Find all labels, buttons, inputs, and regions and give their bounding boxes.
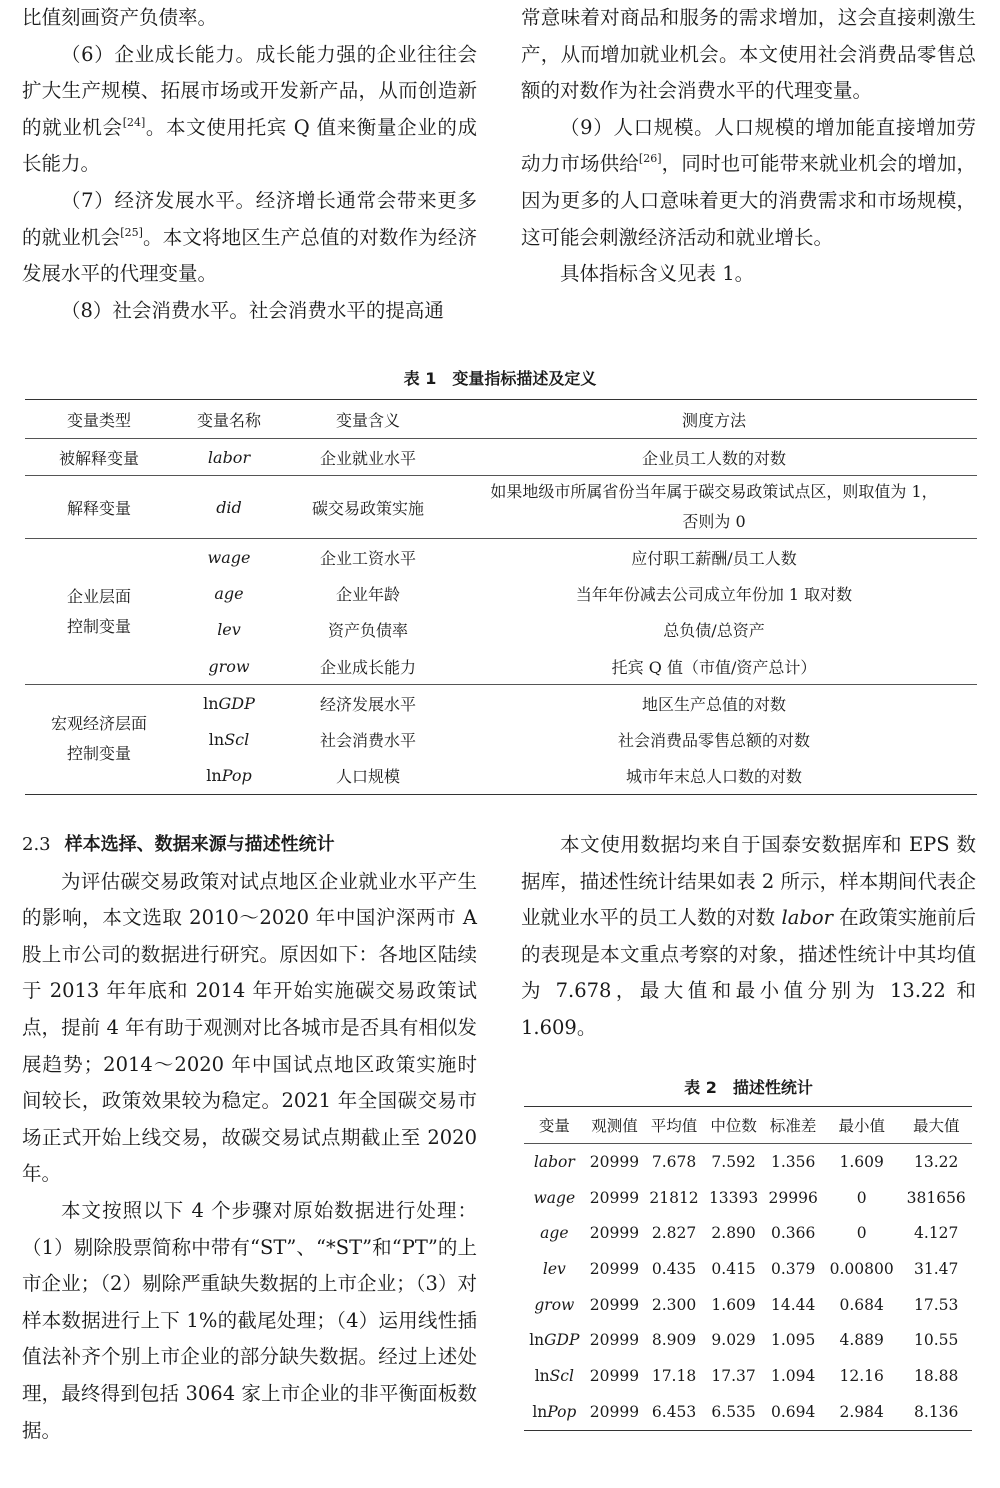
paragraph-data-source: [521, 827, 976, 1047]
variable-name: age: [214, 583, 244, 603]
stat-min: 2.984: [823, 1394, 900, 1430]
stat-sd: 0.366: [770, 1224, 816, 1243]
variable-name: lnScl: [208, 729, 250, 749]
table-header-cell: 变量: [524, 1107, 585, 1144]
stat-median: 9.029: [711, 1331, 756, 1350]
table-row: [25, 685, 977, 722]
table-row: [524, 1215, 972, 1251]
stat-n: 20999: [589, 1259, 640, 1278]
table-row: [25, 439, 977, 476]
variable-meaning: 企业年龄: [335, 584, 400, 604]
citation-ref: [25]: [120, 225, 143, 239]
variable-meaning: 碳交易政策实施: [285, 476, 451, 539]
stat-max: 17.53: [914, 1295, 959, 1314]
paragraph-text: 本文使用数据均来自于国泰安数据库和 EPS 数据库，描述性统计结果如表 2 所示，样本期间代表企业就业水平的员工人数的对数: [521, 833, 976, 930]
table-row: [524, 1251, 972, 1287]
stat-median: 6.535: [704, 1394, 764, 1430]
stat-max: 13.22: [914, 1152, 959, 1171]
stat-min: 0: [856, 1224, 867, 1243]
table-header-cell: 标准差: [763, 1107, 823, 1144]
paragraph-economy: [22, 183, 477, 293]
stat-variable: lev: [542, 1259, 566, 1278]
variable-method: 城市年末总人口数的对数: [451, 758, 977, 795]
stat-mean: 21812: [649, 1188, 699, 1207]
stat-min: 4.889: [839, 1331, 884, 1350]
citation-ref: [26]: [638, 152, 662, 166]
variable-meaning: 企业成长能力: [285, 648, 451, 685]
stat-variable: lnScl: [534, 1366, 574, 1385]
stat-median: 0.415: [711, 1259, 756, 1278]
variable-meaning: 人口规模: [285, 758, 451, 795]
stat-sd: 0.379: [770, 1259, 816, 1278]
paragraph-text: ，同时也可能带来就业机会的增加，因为更多的人口意味着更大的消费需求和市场规模，这可能会刺激经济活动和就业增长。: [521, 152, 976, 249]
stat-sd: 1.095: [770, 1331, 816, 1350]
bottom-right-column: [521, 827, 976, 1047]
stat-n: 20999: [585, 1394, 645, 1430]
stat-mean: 2.300: [651, 1295, 697, 1314]
paragraph-processing: 本文按照以下 4 个步骤对原始数据进行处理：（1）剔除股票简称中带有“ST”、“*ST”和“PT”的上市企业；（2）剔除严重缺失数据的上市企业；（3）对样本数据进行上下 1%的截尾处理；（4）运用线性插值法补齐个别上市企业的部分缺失数据。经过上述处理，最终得到包括 3064 家上市企业的非平衡面板数据。: [22, 1198, 477, 1442]
paragraph-text: 。本文将地区生产总值的对数作为经济发展水平的代理变量。: [22, 225, 477, 286]
variable-meaning: 资产负债率: [327, 621, 408, 641]
variable-name: lnGDP: [203, 693, 255, 713]
stat-median: 7.592: [711, 1152, 756, 1171]
stat-variable: grow: [534, 1295, 575, 1314]
variable-name: lnPop: [173, 758, 285, 795]
paragraph: 比值刻画资产负债率。: [22, 6, 218, 29]
stat-max: 31.47: [914, 1259, 959, 1278]
citation-ref: [24]: [122, 115, 146, 129]
stat-sd: 29996: [768, 1188, 818, 1207]
stat-sd: 14.44: [770, 1295, 816, 1314]
variable-type: 被解释变量: [25, 439, 173, 476]
variable-name: grow: [173, 648, 285, 685]
table1: [25, 399, 977, 795]
stat-sd: 1.356: [770, 1152, 816, 1171]
table2: [524, 1106, 972, 1431]
stat-n: 20999: [589, 1224, 640, 1243]
stat-max: 18.88: [914, 1366, 959, 1385]
top-left-column: [22, 0, 477, 329]
table-row: [524, 1144, 972, 1180]
section-number: 2.3: [22, 834, 51, 855]
table-header-cell: 变量含义: [285, 400, 451, 439]
stat-median: 17.37: [711, 1366, 756, 1385]
variable-meaning: 经济发展水平: [319, 694, 416, 714]
variable-name: did: [173, 476, 285, 539]
table-row: [524, 1287, 972, 1323]
stat-variable: wage: [533, 1188, 576, 1207]
table-header-cell: 变量类型: [25, 400, 173, 439]
stat-mean: 8.909: [651, 1331, 697, 1350]
paragraph-growth: [22, 37, 477, 183]
paragraph-text: （6）企业成长能力。成长能力强的企业往往会扩大生产规模、拓展市场或开发新产品，从而创造新的就业机会: [22, 42, 477, 139]
variable-method: 托宾 Q 值（市值/资产总计）: [451, 648, 977, 685]
table-row: [25, 476, 977, 539]
table1-caption: 表 1 变量指标描述及定义: [403, 369, 597, 388]
stat-min: 0.00800: [829, 1259, 894, 1278]
paragraph-text: 在政策实施前后的表现是本文重点考察的对象，描述性统计中其均值为 7.678，最大值和最小值分别为 13.22 和 1.609。: [521, 906, 976, 1039]
stat-mean: 2.827: [651, 1224, 697, 1243]
variable-method: 地区生产总值的对数: [641, 694, 786, 714]
stat-variable: lnGDP: [529, 1331, 580, 1350]
stat-median: 1.609: [711, 1295, 756, 1314]
stat-n: 20999: [589, 1331, 640, 1350]
table-header-cell: 变量名称: [173, 400, 285, 439]
section-heading: [22, 827, 477, 864]
variable-name: lev: [217, 620, 241, 640]
top-right-column: [521, 0, 976, 293]
paragraph-sample: 为评估碳交易政策对试点地区企业就业水平产生的影响，本文选取 2010～2020 年中国沪深两市 A 股上市公司的数据进行研究。原因如下：各地区陆续于 2013 年年底和 2014 年开始实施碳交易政策试点，提前 4 年有助于观测对比各城市是否具有相似发展趋势；2014～2020 年中国试点地区政策实施时间较长，政策效果较为稳定。2021 年全国碳交易市场正式开始上线交易，故碳交易试点期截止至 2020 年。: [22, 869, 477, 1186]
table-row: [524, 1394, 972, 1430]
stat-mean: 17.18: [651, 1366, 697, 1385]
stat-max: 10.55: [914, 1331, 959, 1350]
stat-sd: 0.694: [763, 1394, 823, 1430]
table-header-cell: 最小值: [823, 1107, 900, 1144]
variable-inline: labor: [781, 906, 833, 930]
variable-method: 总负债/总资产: [663, 621, 765, 641]
stat-sd: 1.094: [770, 1366, 816, 1385]
stat-variable: lnPop: [524, 1394, 585, 1430]
paragraph-table-ref: 具体指标含义见表 1。: [560, 262, 755, 286]
stat-min: 12.16: [839, 1366, 884, 1385]
table-header-cell: 平均值: [644, 1107, 704, 1144]
paragraph-consumption: （8）社会消费水平。社会消费水平的提高通: [61, 298, 444, 322]
table-header-cell: 最大值: [900, 1107, 972, 1144]
stat-variable: labor: [533, 1152, 575, 1171]
stat-variable: age: [540, 1224, 569, 1243]
table-header-row: [524, 1107, 972, 1144]
variable-type: 解释变量: [25, 476, 173, 539]
stat-mean: 6.453: [644, 1394, 704, 1430]
table-row: [524, 1358, 972, 1394]
variable-method: 应付职工薪酬/员工人数: [631, 548, 797, 568]
variable-name: wage: [207, 547, 251, 567]
variable-meaning: 社会消费水平: [319, 730, 416, 750]
stat-median: 13393: [708, 1188, 759, 1207]
variable-type: 企业层面 控制变量: [25, 539, 173, 685]
variable-name: labor: [173, 439, 285, 476]
table-header-row: [25, 400, 977, 439]
stat-n: 20999: [589, 1152, 640, 1171]
stat-max: 8.136: [900, 1394, 972, 1430]
stat-max: 381656: [906, 1188, 966, 1207]
paragraph-text: 。本文使用托宾 Q 值来衡量企业的成长能力。: [22, 115, 477, 176]
table-row: [25, 539, 977, 576]
variable-meaning: 企业工资水平: [319, 548, 416, 568]
table2-caption: 表 2 描述性统计: [684, 1078, 813, 1097]
stat-n: 20999: [589, 1188, 640, 1207]
variable-method: 企业员工人数的对数: [451, 439, 977, 476]
stat-max: 4.127: [914, 1224, 959, 1243]
paragraph-text: （7）经济发展水平。经济增长通常会带来更多的就业机会: [22, 188, 477, 249]
variable-type: 宏观经济层面 控制变量: [25, 685, 173, 795]
stat-mean: 0.435: [651, 1259, 697, 1278]
table-header-cell: 观测值: [585, 1107, 645, 1144]
paragraph-population: [521, 110, 976, 256]
variable-meaning: 企业就业水平: [285, 439, 451, 476]
variable-method: 社会消费品零售总额的对数: [617, 730, 810, 750]
table-row: [524, 1322, 972, 1358]
section-title: 样本选择、数据来源与描述性统计: [64, 834, 335, 855]
bottom-left-column: [22, 827, 477, 1449]
table-header-cell: 测度方法: [451, 400, 977, 439]
stat-median: 2.890: [711, 1224, 756, 1243]
variable-method: 如果地级市所属省份当年属于碳交易政策试点区，则取值为 1， 否则为 0: [451, 476, 977, 539]
stat-min: 1.609: [839, 1152, 884, 1171]
stat-n: 20999: [589, 1366, 640, 1385]
table-header-cell: 中位数: [704, 1107, 764, 1144]
variable-method: 当年年份减去公司成立年份加 1 取对数: [575, 584, 853, 604]
stat-mean: 7.678: [651, 1152, 697, 1171]
stat-min: 0: [856, 1188, 867, 1207]
paragraph-text: （9）人口规模。人口规模的增加能直接增加劳动力市场供给: [521, 115, 976, 176]
stat-n: 20999: [589, 1295, 640, 1314]
paragraph: 常意味着对商品和服务的需求增加，这会直接刺激生产，从而增加就业机会。本文使用社会消费品零售总额的对数作为社会消费水平的代理变量。: [521, 6, 976, 103]
stat-min: 0.684: [839, 1295, 884, 1314]
table-row: [524, 1180, 972, 1216]
table2-body: [524, 1144, 972, 1431]
